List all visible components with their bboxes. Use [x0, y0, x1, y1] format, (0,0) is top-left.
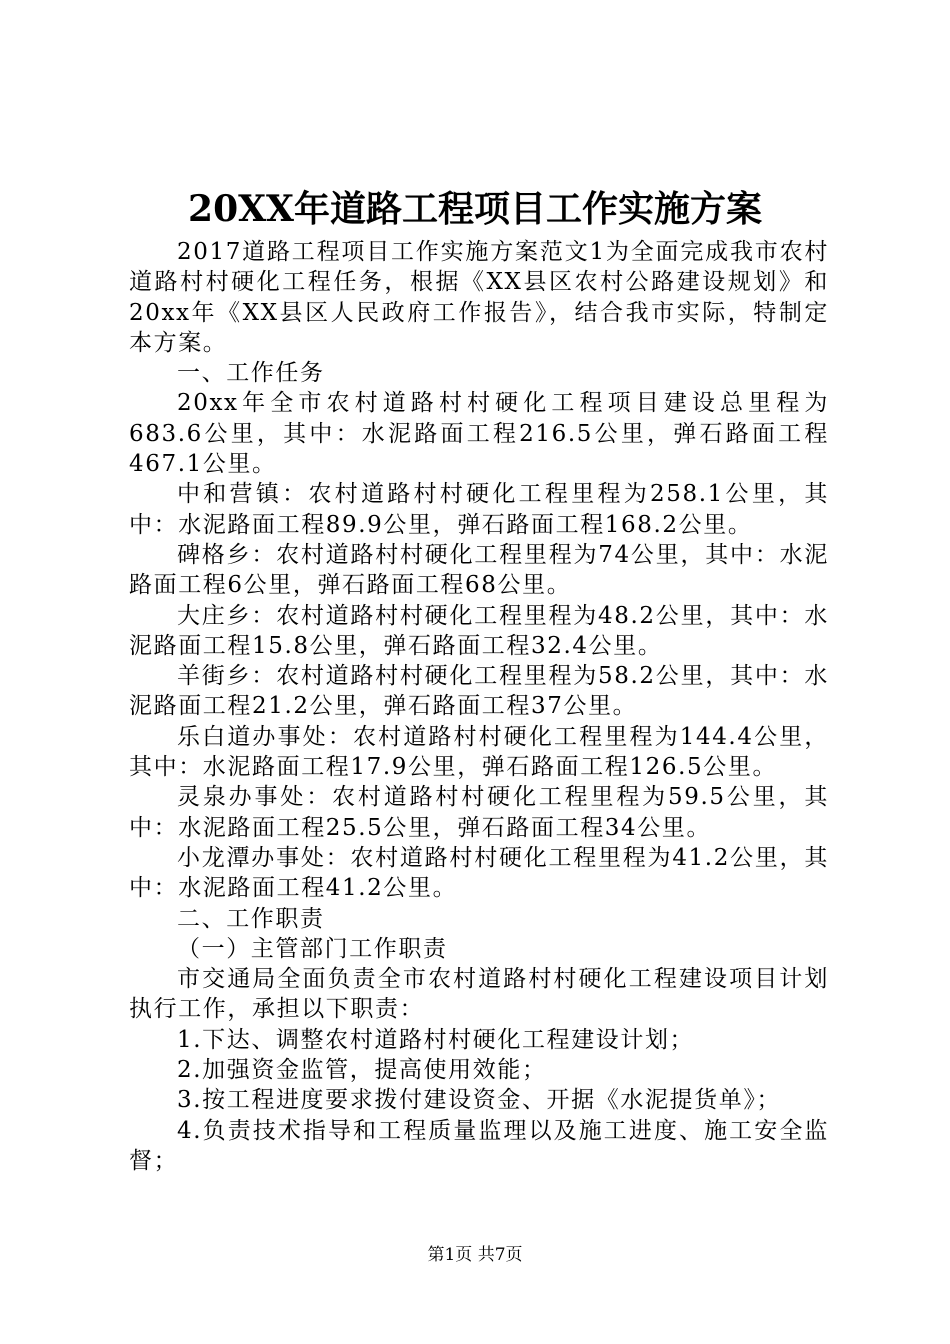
paragraph-zhongheying: 中和营镇：农村道路村村硬化工程里程为258.1公里，其中：水泥路面工程89.9公里，弹石路面工程168.2公里。: [129, 481, 829, 538]
paragraph-transport-bureau: 市交通局全面负责全市农村道路村村硬化工程建设项目计划执行工作，承担以下职责：: [129, 966, 829, 1023]
document-title: 20XX年道路工程项目工作实施方案: [188, 188, 762, 230]
list-item-1: 1.下达、调整农村道路村村硬化工程建设计划；: [177, 1026, 695, 1053]
list-item-4: 4.负责技术指导和工程质量监理以及施工进度、施工安全监督；: [129, 1117, 829, 1174]
paragraph-intro: 2017道路工程项目工作实施方案范文1为全面完成我市农村道路村村硬化工程任务，根据《XX县区农村公路建设规划》和20xx年《XX县区人民政府工作报告》，结合我市实际，特制定本方案。: [129, 239, 829, 356]
section-heading-duties: 二、工作职责: [177, 905, 325, 932]
page-footer: 第1页 共7页: [427, 1245, 523, 1265]
paragraph-total-mileage: 20xx年全市农村道路村村硬化工程项目建设总里程为683.6公里，其中：水泥路面工程216.5公里，弹石路面工程467.1公里。: [129, 390, 829, 478]
paragraph-dazhuang: 大庄乡：农村道路村村硬化工程里程为48.2公里，其中：水泥路面工程15.8公里，弹石路面工程32.4公里。: [129, 602, 829, 659]
section-heading-tasks: 一、工作任务: [177, 360, 325, 387]
document-body: [129, 237, 829, 1176]
paragraph-xiaolongtan: 小龙潭办事处：农村道路村村硬化工程里程为41.2公里，其中：水泥路面工程41.2公里。: [129, 844, 829, 902]
list-item-3: 3.按工程进度要求拨付建设资金、开据《水泥提货单》；: [177, 1087, 782, 1114]
paragraph-beige: 碑格乡：农村道路村村硬化工程里程为74公里，其中：水泥路面工程6公里，弹石路面工程68公里。: [129, 541, 829, 599]
paragraph-lebaidao: 乐白道办事处：农村道路村村硬化工程里程为144.4公里，其中：水泥路面工程17.9公里，弹石路面工程126.5公里。: [129, 723, 829, 781]
list-item-2: 2.加强资金监管，提高使用效能；: [177, 1057, 547, 1084]
paragraph-lingquan: 灵泉办事处：农村道路村村硬化工程里程为59.5公里，其中：水泥路面工程25.5公里，弹石路面工程34公里。: [129, 784, 829, 841]
subsection-heading-dept-duties: （一）主管部门工作职责: [177, 935, 448, 962]
paragraph-yangjie: 羊街乡：农村道路村村硬化工程里程为58.2公里，其中：水泥路面工程21.2公里，弹石路面工程37公里。: [129, 663, 829, 720]
